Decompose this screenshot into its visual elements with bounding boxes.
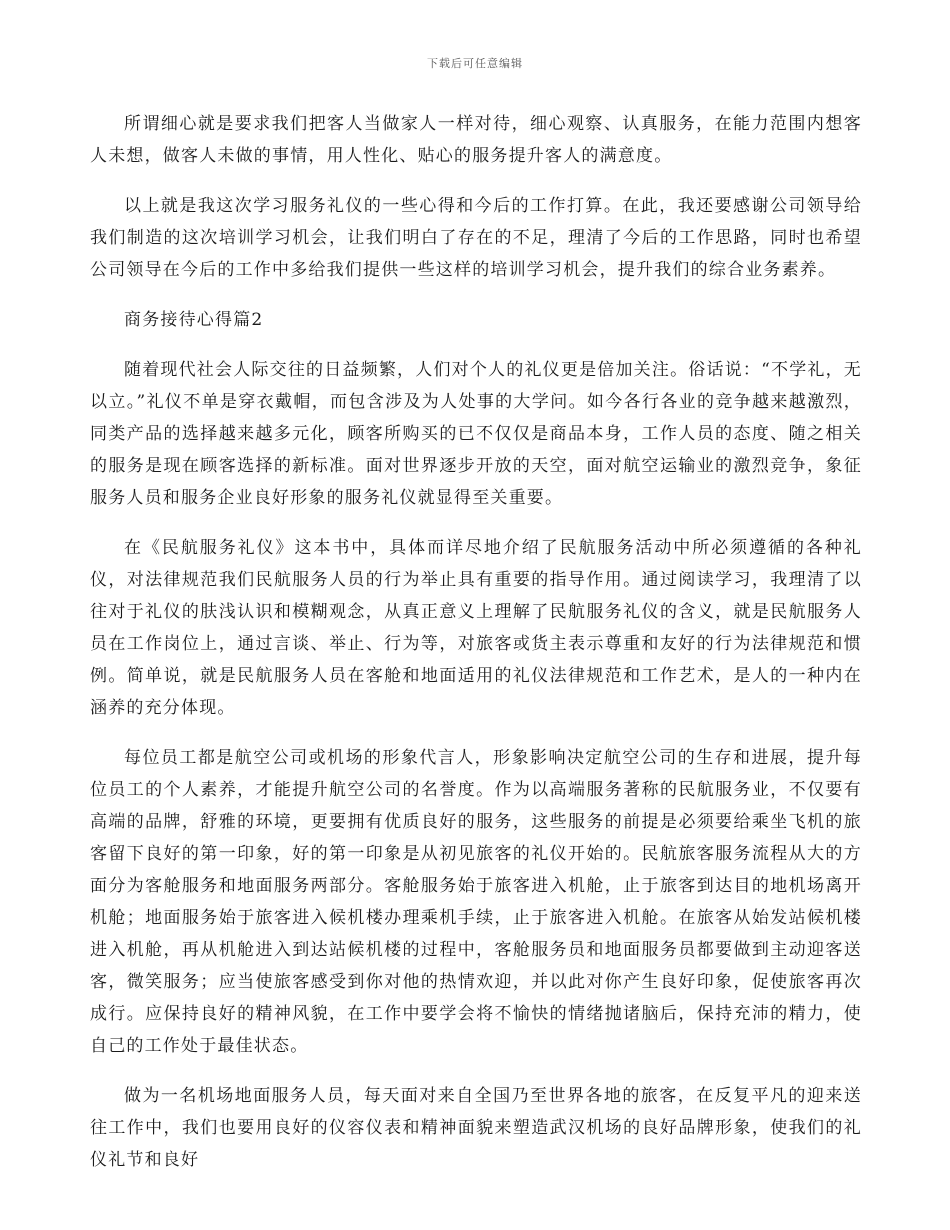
paragraph-3: 随着现代社会人际交往的日益频繁，人们对个人的礼仪更是倍加关注。俗话说：“不学礼，无以立。”礼仪不单是穿衣戴帽，而包含涉及为人处事的大学问。如今各行各业的竞争越来越激烈，同类产品的选择越来越多元化，顾客所购买的已不仅仅是商品本身，工作人员的态度、随之相关的服务是现在顾客选择的新标准。面对世界逐步开放的天空，面对航空运输业的激烈竞争，象征服务人员和服务企业良好形象的服务礼仪就显得至关重要。 (90, 360, 862, 508)
paragraph-5: 每位员工都是航空公司或机场的形象代言人，形象影响决定航空公司的生存和进展，提升每位员工的个人素养，才能提升航空公司的名誉度。作为以高端服务著称的民航服务业，不仅要有高端的品牌，舒雅的环境，更要拥有优质良好的服务，这些服务的前提是必须要给乘坐飞机的旅客留下良好的第一印象，好的第一印象是从初见旅客的礼仪开始的。民航旅客服务流程从大的方面分为客舱服务和地面服务两部分。客舱服务始于旅客进入机舱，止于旅客到达目的地机场离开机舱；地面服务始于旅客进入候机楼办理乘机手续，止于旅客进入机舱。在旅客从始发站候机楼进入机舱，再从机舱进入到达站候机楼的过程中，客舱服务员和地面服务员都要做到主动迎客送客，微笑服务；应当使旅客感受到你对他的热情欢迎，并以此对你产生良好印象，促使旅客再次成行。应保持良好的精神风貌，在工作中要学会将不愉快的情绪抛诸脑后，保持充沛的精力，使自己的工作处于最佳状态。 (90, 748, 862, 1056)
paragraph-1: 所谓细心就是要求我们把客人当做家人一样对待，细心观察、认真服务，在能力范围内想客人未想，做客人未做的事情，用人性化、贴心的服务提升客人的满意度。 (90, 114, 862, 166)
page-header: 下载后可任意编辑 (427, 57, 523, 70)
section-heading: 商务接待心得篇2 (124, 310, 264, 330)
paragraph-2: 以上就是我这次学习服务礼仪的一些心得和今后的工作打算。在此，我还要感谢公司领导给我们制造的这次培训学习机会，让我们明白了存在的不足，理清了今后的工作思路，同时也希望公司领导在今后的工作中多给我们提供一些这样的培训学习机会，提升我们的综合业务素养。 (90, 196, 862, 280)
paragraph-4: 在《民航服务礼仪》这本书中，具体而详尽地介绍了民航服务活动中所必须遵循的各种礼仪，对法律规范我们民航服务人员的行为举止具有重要的指导作用。通过阅读学习，我理清了以往对于礼仪的肤浅认识和模糊观念，从真正意义上理解了民航服务礼仪的含义，就是民航服务人员在工作岗位上，通过言谈、举止、行为等，对旅客或货主表示尊重和友好的行为法律规范和惯例。简单说，就是民航服务人员在客舱和地面适用的礼仪法律规范和工作艺术，是人的一种内在涵养的充分体现。 (90, 538, 862, 718)
document-body (90, 108, 862, 1194)
paragraph-6: 做为一名机场地面服务人员，每天面对来自全国乃至世界各地的旅客，在反复平凡的迎来送往工作中，我们也要用良好的仪容仪表和精神面貌来塑造武汉机场的良好品牌形象，使我们的礼仪礼节和良好 (90, 1086, 862, 1170)
